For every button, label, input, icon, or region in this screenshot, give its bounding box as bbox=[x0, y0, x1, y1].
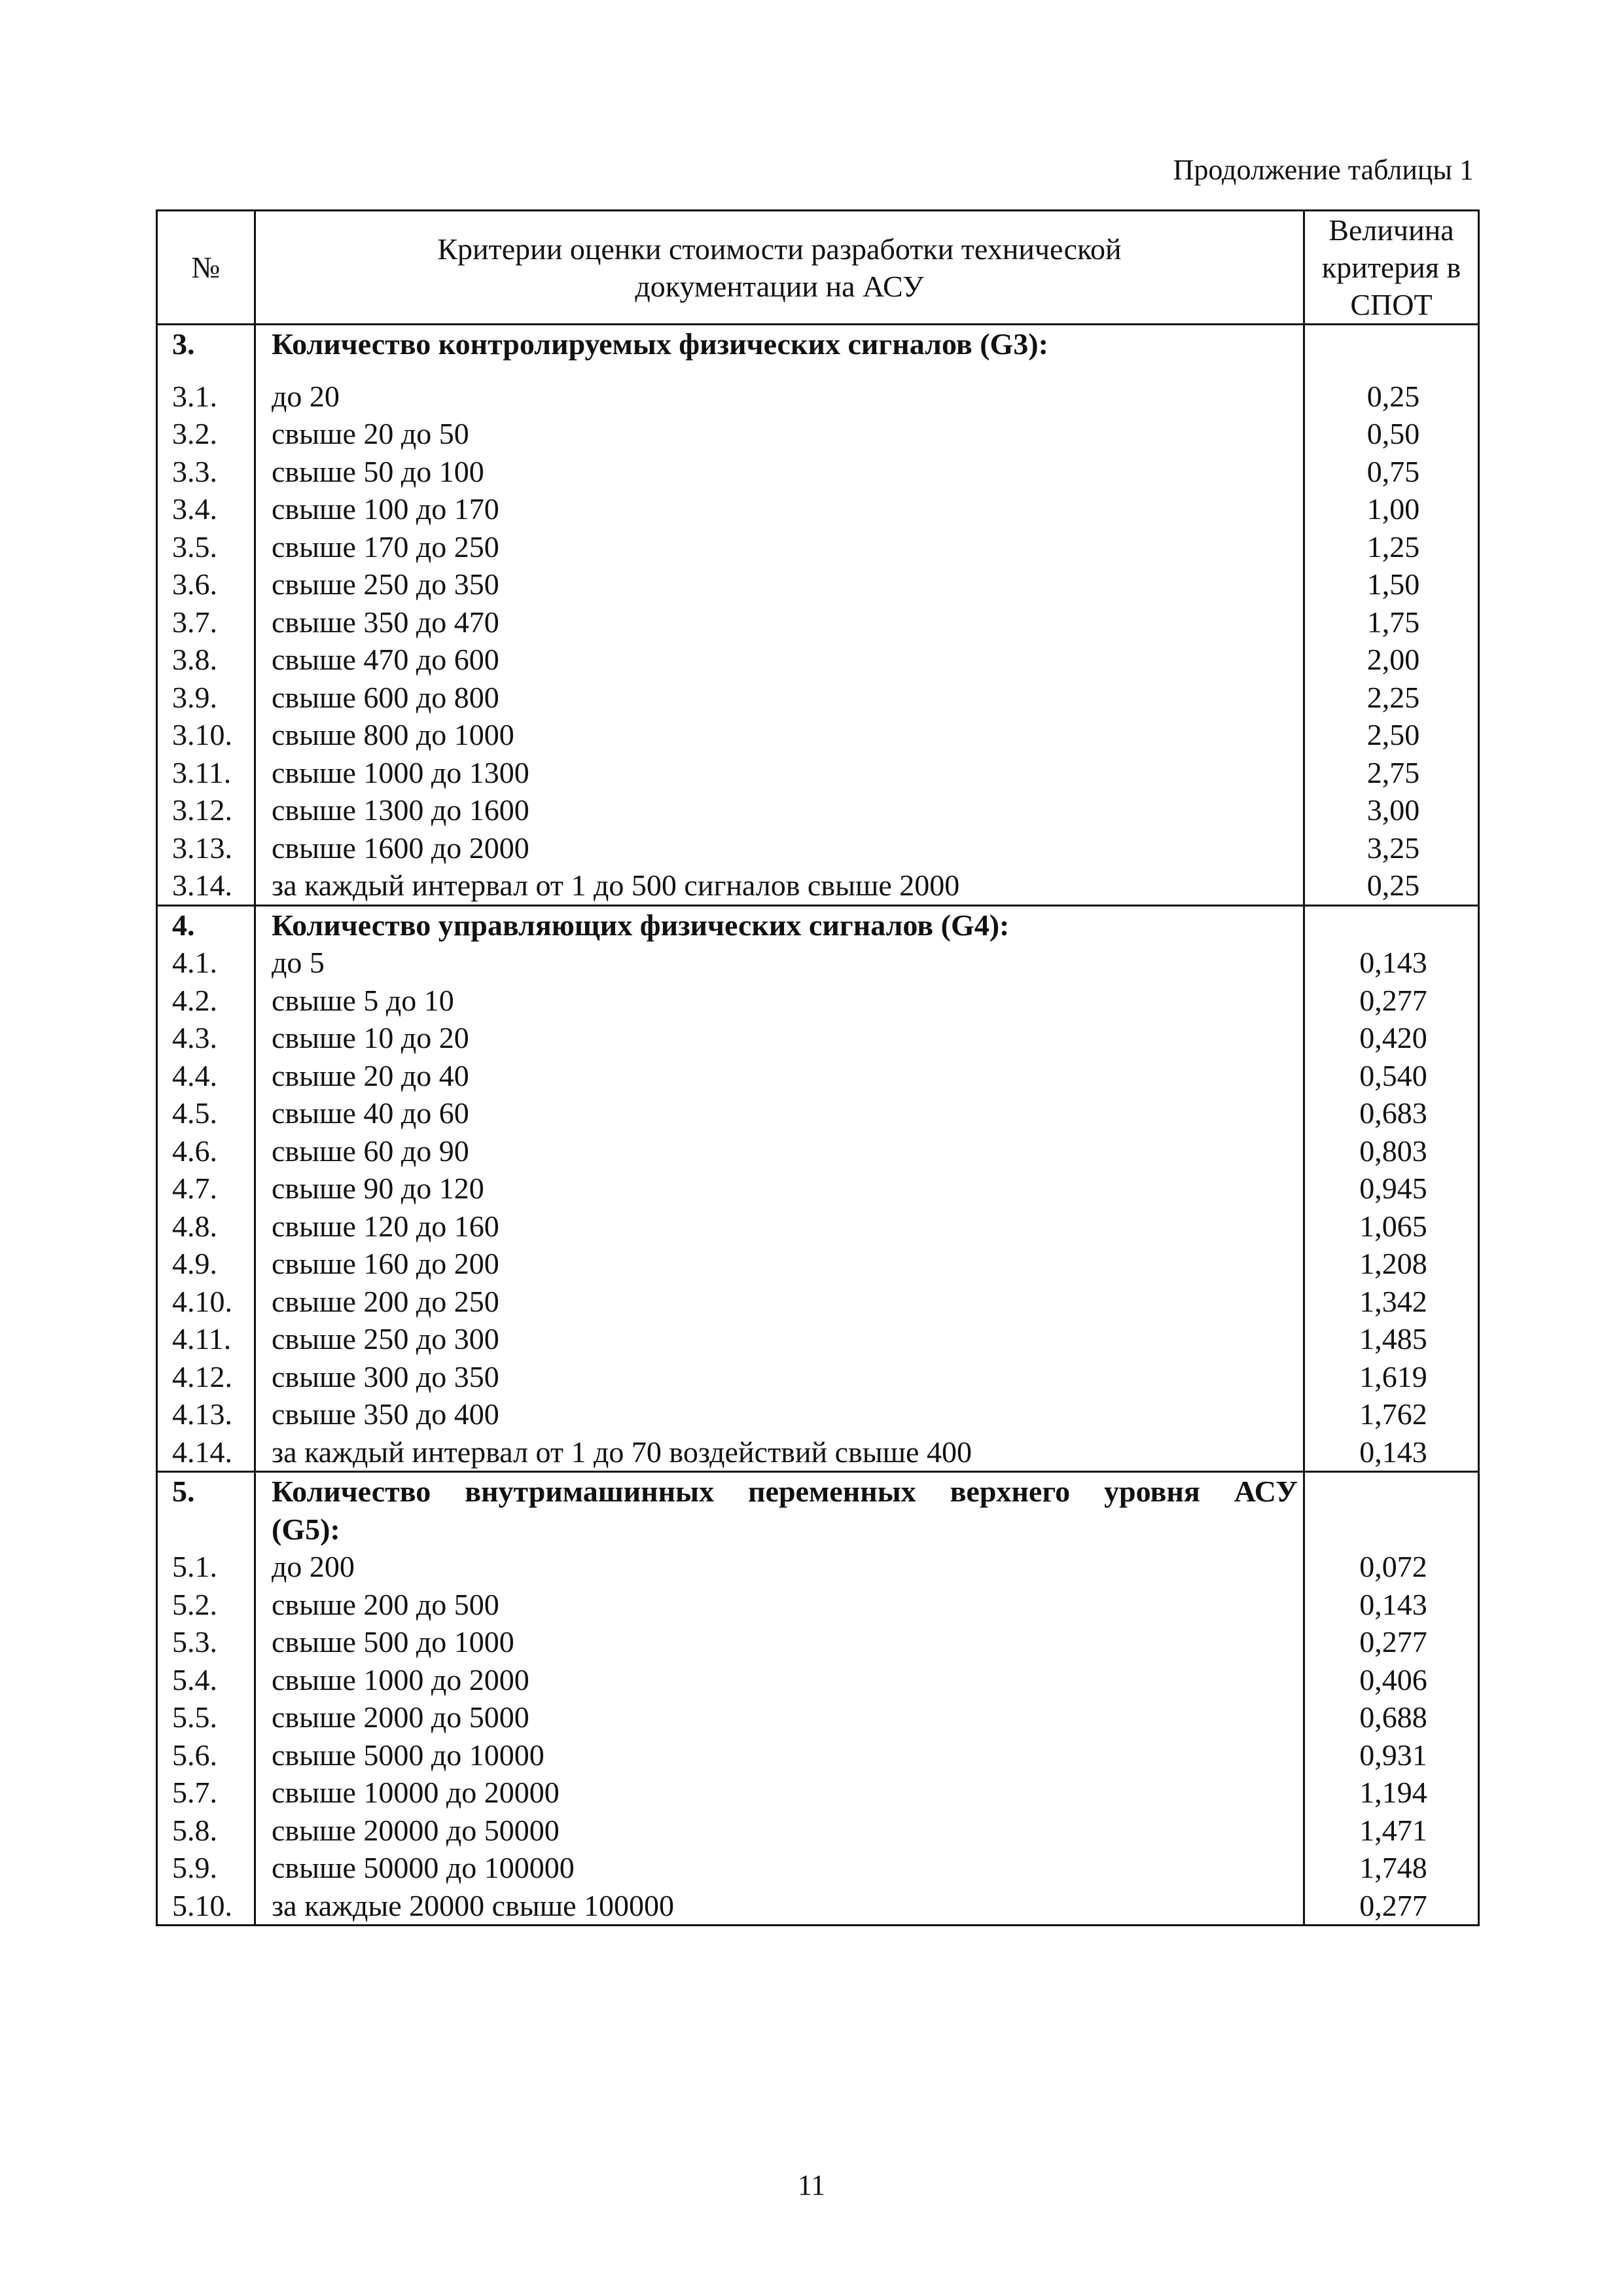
row-criterion: свыше 10000 до 20000 bbox=[255, 1774, 1304, 1812]
row-value: 3,25 bbox=[1304, 829, 1479, 867]
table-row bbox=[157, 754, 1479, 792]
row-criterion: свыше 1600 до 2000 bbox=[255, 829, 1304, 867]
table-row bbox=[157, 603, 1479, 641]
row-value: 0,277 bbox=[1304, 1887, 1479, 1926]
row-number: 4.3. bbox=[157, 1019, 255, 1057]
row-value: 0,75 bbox=[1304, 453, 1479, 491]
row-number: 5.7. bbox=[157, 1774, 255, 1812]
header-criteria: Критерии оценки стоимости разработки технической документации на АСУ bbox=[255, 211, 1304, 325]
row-criterion: свыше 50 до 100 bbox=[255, 453, 1304, 491]
row-criterion: свыше 250 до 350 bbox=[255, 565, 1304, 603]
row-value: 0,803 bbox=[1304, 1132, 1479, 1170]
table-row bbox=[157, 1774, 1479, 1812]
table-row bbox=[157, 1887, 1479, 1926]
row-number: 3.3. bbox=[157, 453, 255, 491]
row-value: 0,143 bbox=[1304, 1433, 1479, 1472]
table-row bbox=[157, 1132, 1479, 1170]
row-number: 5.4. bbox=[157, 1661, 255, 1699]
row-value: 1,00 bbox=[1304, 490, 1479, 528]
row-value: 1,25 bbox=[1304, 528, 1479, 566]
row-number: 5.3. bbox=[157, 1623, 255, 1661]
row-value: 1,471 bbox=[1304, 1812, 1479, 1850]
row-criterion: свыше 2000 до 5000 bbox=[255, 1698, 1304, 1736]
table-row bbox=[157, 1586, 1479, 1624]
row-value: 0,277 bbox=[1304, 1623, 1479, 1661]
row-criterion: свыше 500 до 1000 bbox=[255, 1623, 1304, 1661]
row-criterion: свыше 90 до 120 bbox=[255, 1170, 1304, 1208]
row-number: 5.5. bbox=[157, 1698, 255, 1736]
row-value: 2,50 bbox=[1304, 716, 1479, 754]
row-number: 3.13. bbox=[157, 829, 255, 867]
row-number: 4.6. bbox=[157, 1132, 255, 1170]
row-criterion: до 5 bbox=[255, 944, 1304, 982]
table-row bbox=[157, 1812, 1479, 1850]
section-title: Количество контролируемых физических сигналов (G3): bbox=[255, 325, 1304, 363]
row-criterion: свыше 20 до 40 bbox=[255, 1057, 1304, 1095]
section-value bbox=[1304, 905, 1479, 944]
section-title-line-1: Количество внутримашинных переменных верхнего уровня АСУ bbox=[272, 1475, 1298, 1508]
header-number: № bbox=[157, 211, 255, 325]
table-row bbox=[157, 1245, 1479, 1283]
section-title bbox=[255, 1472, 1304, 1549]
row-criterion: свыше 800 до 1000 bbox=[255, 716, 1304, 754]
row-number: 4.10. bbox=[157, 1283, 255, 1321]
row-criterion: свыше 160 до 200 bbox=[255, 1245, 1304, 1283]
row-value: 0,683 bbox=[1304, 1094, 1479, 1132]
row-criterion: свыше 1300 до 1600 bbox=[255, 791, 1304, 829]
row-criterion: свыше 100 до 170 bbox=[255, 490, 1304, 528]
table-row bbox=[157, 1736, 1479, 1774]
section-value bbox=[1304, 1472, 1479, 1549]
row-value: 0,540 bbox=[1304, 1057, 1479, 1095]
section-number: 5. bbox=[157, 1472, 255, 1549]
row-number: 3.10. bbox=[157, 716, 255, 754]
table-row bbox=[157, 1283, 1479, 1321]
row-value: 1,065 bbox=[1304, 1208, 1479, 1246]
row-value: 0,25 bbox=[1304, 378, 1479, 416]
row-value: 0,406 bbox=[1304, 1661, 1479, 1699]
row-number: 3.4. bbox=[157, 490, 255, 528]
page-number: 11 bbox=[797, 2169, 826, 2201]
row-criterion: свыше 60 до 90 bbox=[255, 1132, 1304, 1170]
row-criterion: свыше 200 до 250 bbox=[255, 1283, 1304, 1321]
row-number: 5.6. bbox=[157, 1736, 255, 1774]
table-row bbox=[157, 453, 1479, 491]
row-number: 4.12. bbox=[157, 1358, 255, 1396]
row-value: 1,208 bbox=[1304, 1245, 1479, 1283]
row-number: 3.5. bbox=[157, 528, 255, 566]
row-criterion: за каждые 20000 свыше 100000 bbox=[255, 1887, 1304, 1926]
table-row bbox=[157, 716, 1479, 754]
row-criterion: свыше 470 до 600 bbox=[255, 641, 1304, 679]
row-number: 5.9. bbox=[157, 1849, 255, 1887]
table-row bbox=[157, 1019, 1479, 1057]
row-criterion: свыше 20 до 50 bbox=[255, 415, 1304, 453]
table-row bbox=[157, 1548, 1479, 1586]
row-value: 1,342 bbox=[1304, 1283, 1479, 1321]
row-criterion: свыше 350 до 470 bbox=[255, 603, 1304, 641]
row-criterion: свыше 300 до 350 bbox=[255, 1358, 1304, 1396]
row-criterion: свыше 250 до 300 bbox=[255, 1320, 1304, 1358]
row-number: 5.8. bbox=[157, 1812, 255, 1850]
header-value: Величина критерия в СПОТ bbox=[1304, 211, 1479, 325]
row-value: 0,072 bbox=[1304, 1548, 1479, 1586]
row-criterion: свыше 170 до 250 bbox=[255, 528, 1304, 566]
row-value: 0,25 bbox=[1304, 867, 1479, 905]
row-value: 1,748 bbox=[1304, 1849, 1479, 1887]
table-row bbox=[157, 1208, 1479, 1246]
row-number: 3.9. bbox=[157, 679, 255, 717]
table-body bbox=[157, 325, 1479, 1926]
row-number: 4.2. bbox=[157, 982, 255, 1020]
row-value: 2,00 bbox=[1304, 641, 1479, 679]
row-number: 3.7. bbox=[157, 603, 255, 641]
row-value: 1,50 bbox=[1304, 565, 1479, 603]
row-criterion: свыше 350 до 400 bbox=[255, 1395, 1304, 1433]
row-value: 2,75 bbox=[1304, 754, 1479, 792]
table-row bbox=[157, 641, 1479, 679]
row-number: 4.11. bbox=[157, 1320, 255, 1358]
row-value: 0,277 bbox=[1304, 982, 1479, 1020]
row-criterion: свыше 5 до 10 bbox=[255, 982, 1304, 1020]
section-title: Количество управляющих физических сигналов (G4): bbox=[255, 905, 1304, 944]
row-number: 4.8. bbox=[157, 1208, 255, 1246]
row-criterion: свыше 600 до 800 bbox=[255, 679, 1304, 717]
row-value: 0,143 bbox=[1304, 1586, 1479, 1624]
row-criterion: за каждый интервал от 1 до 500 сигналов свыше 2000 bbox=[255, 867, 1304, 905]
section-row-3 bbox=[157, 325, 1479, 363]
row-number: 4.1. bbox=[157, 944, 255, 982]
table-continuation-label: Продолжение таблицы 1 bbox=[1173, 154, 1474, 186]
table-row bbox=[157, 1849, 1479, 1887]
row-number: 4.5. bbox=[157, 1094, 255, 1132]
table-row bbox=[157, 490, 1479, 528]
row-number: 4.4. bbox=[157, 1057, 255, 1095]
row-value: 0,50 bbox=[1304, 415, 1479, 453]
table-row bbox=[157, 378, 1479, 416]
row-criterion: свыше 1000 до 2000 bbox=[255, 1661, 1304, 1699]
row-number: 3.6. bbox=[157, 565, 255, 603]
table-row bbox=[157, 528, 1479, 566]
table-row bbox=[157, 1433, 1479, 1472]
row-criterion: свыше 200 до 500 bbox=[255, 1586, 1304, 1624]
table-row bbox=[157, 565, 1479, 603]
row-number: 5.10. bbox=[157, 1887, 255, 1926]
row-criterion: свыше 40 до 60 bbox=[255, 1094, 1304, 1132]
table-row bbox=[157, 1320, 1479, 1358]
section-title-line-2: (G5): bbox=[272, 1512, 340, 1546]
row-number: 3.2. bbox=[157, 415, 255, 453]
row-criterion: за каждый интервал от 1 до 70 воздействий свыше 400 bbox=[255, 1433, 1304, 1472]
table-row bbox=[157, 1698, 1479, 1736]
table-row bbox=[157, 1395, 1479, 1433]
table-row bbox=[157, 829, 1479, 867]
section-number: 3. bbox=[157, 325, 255, 363]
row-number: 3.12. bbox=[157, 791, 255, 829]
section-value bbox=[1304, 325, 1479, 363]
row-criterion: свыше 20000 до 50000 bbox=[255, 1812, 1304, 1850]
row-value: 1,75 bbox=[1304, 603, 1479, 641]
row-criterion: свыше 50000 до 100000 bbox=[255, 1849, 1304, 1887]
row-number: 3.1. bbox=[157, 378, 255, 416]
row-value: 1,619 bbox=[1304, 1358, 1479, 1396]
table-row bbox=[157, 1661, 1479, 1699]
criteria-table bbox=[156, 209, 1480, 1926]
row-value: 3,00 bbox=[1304, 791, 1479, 829]
row-number: 3.14. bbox=[157, 867, 255, 905]
table-row bbox=[157, 867, 1479, 905]
table-row bbox=[157, 791, 1479, 829]
row-value: 0,945 bbox=[1304, 1170, 1479, 1208]
row-criterion: свыше 5000 до 10000 bbox=[255, 1736, 1304, 1774]
row-number: 5.1. bbox=[157, 1548, 255, 1586]
section-number: 4. bbox=[157, 905, 255, 944]
table-row bbox=[157, 415, 1479, 453]
row-value: 0,688 bbox=[1304, 1698, 1479, 1736]
row-number: 3.8. bbox=[157, 641, 255, 679]
table-row bbox=[157, 679, 1479, 717]
row-criterion: свыше 120 до 160 bbox=[255, 1208, 1304, 1246]
table-row bbox=[157, 1057, 1479, 1095]
table-row bbox=[157, 944, 1479, 982]
table-row bbox=[157, 1358, 1479, 1396]
row-number: 5.2. bbox=[157, 1586, 255, 1624]
section-row-5 bbox=[157, 1472, 1479, 1549]
row-value: 0,931 bbox=[1304, 1736, 1479, 1774]
section-spacer bbox=[157, 363, 1479, 378]
table-row bbox=[157, 1623, 1479, 1661]
table-row bbox=[157, 1094, 1479, 1132]
table-header-row bbox=[157, 211, 1479, 325]
section-row-4 bbox=[157, 905, 1479, 944]
table-row bbox=[157, 1170, 1479, 1208]
row-value: 1,485 bbox=[1304, 1320, 1479, 1358]
row-criterion: до 200 bbox=[255, 1548, 1304, 1586]
row-number: 4.7. bbox=[157, 1170, 255, 1208]
row-number: 4.14. bbox=[157, 1433, 255, 1472]
row-value: 0,143 bbox=[1304, 944, 1479, 982]
row-criterion: до 20 bbox=[255, 378, 1304, 416]
row-value: 1,194 bbox=[1304, 1774, 1479, 1812]
row-number: 3.11. bbox=[157, 754, 255, 792]
row-number: 4.9. bbox=[157, 1245, 255, 1283]
table-row bbox=[157, 982, 1479, 1020]
row-value: 1,762 bbox=[1304, 1395, 1479, 1433]
row-criterion: свыше 10 до 20 bbox=[255, 1019, 1304, 1057]
row-number: 4.13. bbox=[157, 1395, 255, 1433]
row-value: 0,420 bbox=[1304, 1019, 1479, 1057]
row-criterion: свыше 1000 до 1300 bbox=[255, 754, 1304, 792]
row-value: 2,25 bbox=[1304, 679, 1479, 717]
